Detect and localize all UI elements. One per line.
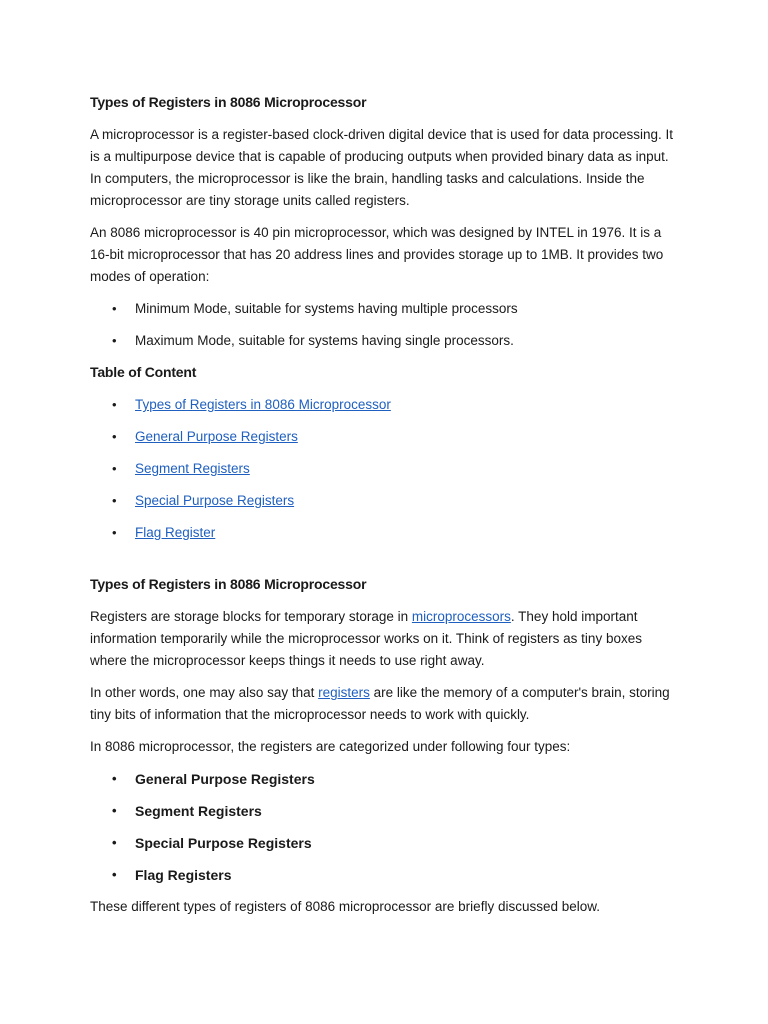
toc-item	[90, 490, 680, 512]
bullet-icon: •	[112, 301, 117, 316]
categories-paragraph: In 8086 microprocessor, the registers are categorized under following four types:	[90, 739, 571, 754]
list-item-text: Maximum Mode, suitable for systems having single processors.	[135, 333, 514, 348]
bullet-icon: •	[112, 397, 117, 412]
list-item	[90, 768, 680, 790]
toc-link-general-purpose[interactable]: General Purpose Registers	[135, 429, 298, 444]
paragraph-text: In other words, one may also say that	[90, 685, 319, 700]
microprocessors-link[interactable]: microprocessors	[411, 609, 511, 624]
toc-list	[90, 394, 680, 544]
section-heading: Types of Registers in 8086 Microprocessor	[90, 94, 367, 110]
bullet-icon: •	[112, 461, 117, 476]
list-item	[90, 800, 680, 822]
toc-item	[90, 522, 680, 544]
toc-link-special-purpose[interactable]: Special Purpose Registers	[135, 493, 295, 508]
closing-paragraph: These different types of registers of 8086 microprocessor are briefly discussed below.	[90, 899, 601, 914]
modes-list	[90, 298, 680, 352]
list-item-text: Minimum Mode, suitable for systems having multiple processors	[135, 301, 518, 316]
bullet-icon: •	[112, 771, 117, 786]
list-item-text: General Purpose Registers	[135, 771, 315, 787]
register-types-list	[90, 768, 680, 886]
registers-paragraph	[90, 606, 680, 672]
intro-paragraph: A microprocessor is a register-based clock-driven digital device that is used for data processing. It is a multipurpose device that is capable of producing outputs when provided binary data as input. In computers, the microprocessor is like the brain, handling tasks and calculations. Inside the microprocessor are tiny storage units called registers.	[90, 127, 674, 208]
toc-heading: Table of Content	[90, 364, 197, 380]
toc-link-segment[interactable]: Segment Registers	[135, 461, 250, 476]
bullet-icon: •	[112, 493, 117, 508]
section-spacer	[90, 554, 680, 574]
list-item-text: Special Purpose Registers	[135, 835, 312, 851]
list-item	[90, 298, 680, 320]
bullet-icon: •	[112, 835, 117, 850]
toc-item	[90, 426, 680, 448]
paragraph-text: are like the memory of a computer's brain, storing tiny bits of information that the microprocessor needs to work with quickly.	[90, 685, 670, 722]
bullet-icon: •	[112, 803, 117, 818]
list-item	[90, 864, 680, 886]
list-item	[90, 330, 680, 352]
memory-paragraph	[90, 682, 680, 726]
toc-link-types-of-registers[interactable]: Types of Registers in 8086 Microprocessor	[135, 397, 391, 412]
toc-item	[90, 458, 680, 480]
paragraph-text: Registers are storage blocks for temporary storage in	[90, 609, 412, 624]
section-heading: Types of Registers in 8086 Microprocessor	[90, 576, 367, 592]
registers-link[interactable]: registers	[318, 685, 370, 700]
list-item	[90, 832, 680, 854]
bullet-icon: •	[112, 525, 117, 540]
list-item-text: Flag Registers	[135, 867, 232, 883]
bullet-icon: •	[112, 429, 117, 444]
bullet-icon: •	[112, 867, 117, 882]
paragraph-text: . They hold important information temporarily while the microprocessor works on it. Think of registers as tiny boxes where the microprocessor keeps things it needs to use right away.	[90, 609, 642, 668]
description-paragraph: An 8086 microprocessor is 40 pin microprocessor, which was designed by INTEL in 1976. It is a 16-bit microprocessor that has 20 address lines and provides storage up to 1MB. It provides two modes of operation:	[90, 225, 664, 284]
bullet-icon: •	[112, 333, 117, 348]
list-item-text: Segment Registers	[135, 803, 262, 819]
toc-link-flag-register[interactable]: Flag Register	[135, 525, 216, 540]
toc-item	[90, 394, 680, 416]
